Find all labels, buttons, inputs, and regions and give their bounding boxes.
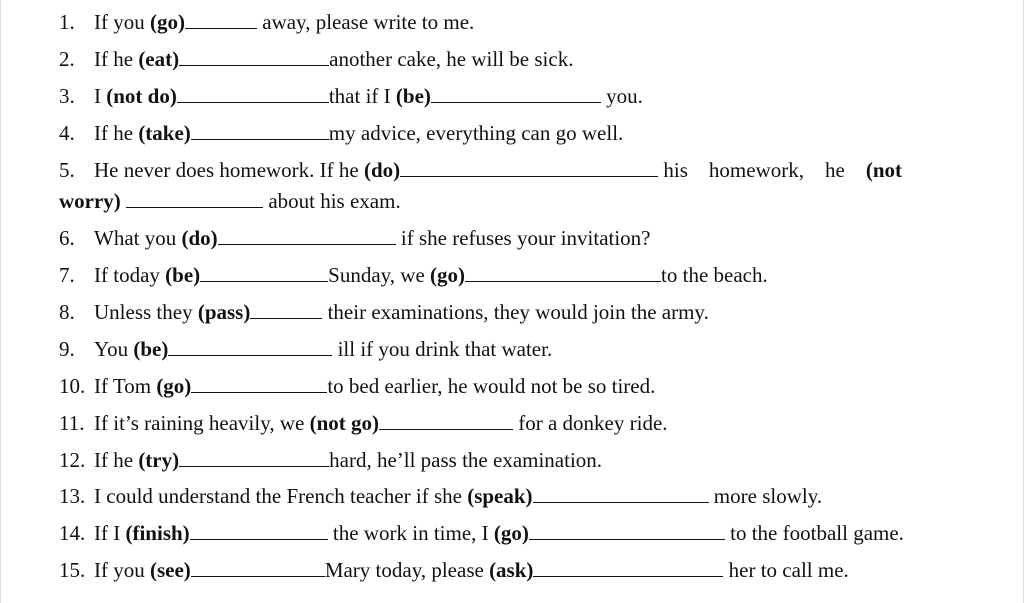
item-text: the work in time, I xyxy=(327,521,494,545)
item-number: 6. xyxy=(59,226,75,250)
item-number: 11. xyxy=(59,411,85,435)
exercise-item-2 xyxy=(59,47,573,71)
answer-blank[interactable] xyxy=(190,521,328,540)
verb-cue: (do) xyxy=(181,226,218,250)
item-text: If he xyxy=(94,47,139,71)
item-number: 7. xyxy=(59,263,75,287)
exercise-item-5 xyxy=(59,158,902,182)
answer-blank[interactable] xyxy=(218,226,396,245)
item-number: 5. xyxy=(59,158,75,182)
exercise-item-13 xyxy=(59,484,822,508)
item-number: 2. xyxy=(59,47,75,71)
item-text: away, please write to me. xyxy=(257,10,475,34)
verb-cue: (do) xyxy=(364,158,401,182)
answer-blank[interactable] xyxy=(168,337,332,356)
item-text: If it’s raining heavily, we xyxy=(94,411,310,435)
exercise-item-6 xyxy=(59,226,651,250)
item-text: their examinations, they would join the army. xyxy=(322,300,709,324)
item-text: to bed earlier, he would not be so tired. xyxy=(327,374,656,398)
verb-cue: (try) xyxy=(138,448,180,472)
verb-cue: (not xyxy=(865,158,902,182)
item-text: about his exam. xyxy=(263,189,401,213)
verb-cue: (ask) xyxy=(489,558,534,582)
item-text: Unless they xyxy=(94,300,198,324)
answer-blank[interactable] xyxy=(465,263,661,282)
item-text: If today xyxy=(94,263,166,287)
verb-cue: (finish) xyxy=(125,521,190,545)
exercise-item-9 xyxy=(59,337,552,361)
verb-cue: (be) xyxy=(165,263,201,287)
exercise-item-8 xyxy=(59,300,709,324)
answer-blank[interactable] xyxy=(200,263,328,282)
answer-blank[interactable] xyxy=(533,484,709,503)
item-number: 10. xyxy=(59,374,86,398)
exercise-item-1 xyxy=(59,10,474,34)
answer-blank[interactable] xyxy=(185,10,257,29)
answer-blank[interactable] xyxy=(179,448,329,467)
item-text: He never does homework. If he xyxy=(94,158,364,182)
item-text: his homework, he xyxy=(658,158,866,182)
exercise-item-4 xyxy=(59,121,623,145)
item-text: You xyxy=(94,337,134,361)
item-text: If I xyxy=(94,521,126,545)
item-text: If he xyxy=(94,448,139,472)
verb-cue: (go) xyxy=(493,521,529,545)
verb-cue: (see) xyxy=(150,558,191,582)
answer-blank[interactable] xyxy=(379,411,513,430)
item-number: 8. xyxy=(59,300,75,324)
item-text: if she refuses your invitation? xyxy=(395,226,651,250)
item-text: What you xyxy=(94,226,182,250)
answer-blank[interactable] xyxy=(529,521,725,540)
exercise-item-15 xyxy=(59,558,849,582)
verb-cue: worry) xyxy=(59,189,121,213)
exercise-item-10 xyxy=(59,374,655,398)
exercise-item-7 xyxy=(59,263,768,287)
verb-cue: (go) xyxy=(150,10,185,34)
item-text: more slowly. xyxy=(708,484,823,508)
verb-cue: (eat) xyxy=(138,47,180,71)
verb-cue: (pass) xyxy=(197,300,251,324)
item-number: 9. xyxy=(59,337,75,361)
answer-blank[interactable] xyxy=(250,300,322,319)
answer-blank[interactable] xyxy=(533,558,723,577)
item-number: 4. xyxy=(59,121,75,145)
item-text: If you xyxy=(94,558,150,582)
verb-cue: (not do) xyxy=(106,84,177,108)
answer-blank[interactable] xyxy=(177,84,329,103)
item-text: my advice, everything can go well. xyxy=(328,121,624,145)
item-text: ill if you drink that water. xyxy=(332,337,553,361)
answer-blank[interactable] xyxy=(191,121,329,140)
item-text: to the football game. xyxy=(724,521,904,545)
item-text: you. xyxy=(600,84,643,108)
verb-cue: (go) xyxy=(430,263,466,287)
verb-cue: (be) xyxy=(395,84,431,108)
answer-blank[interactable] xyxy=(191,558,325,577)
item-number: 14. xyxy=(59,521,86,545)
item-text: for a donkey ride. xyxy=(513,411,668,435)
verb-cue: (not go) xyxy=(309,411,379,435)
verb-cue: (be) xyxy=(133,337,169,361)
verb-cue: (take) xyxy=(138,121,191,145)
answer-blank[interactable] xyxy=(126,189,263,208)
item-text: Sunday, we xyxy=(328,263,431,287)
answer-blank[interactable] xyxy=(179,47,329,66)
verb-cue: (speak) xyxy=(467,484,533,508)
item-text: that if I xyxy=(328,84,396,108)
item-text: If you xyxy=(94,10,150,34)
item-text: hard, he’ll pass the examination. xyxy=(329,448,603,472)
item-text: I could understand the French teacher if she xyxy=(94,484,468,508)
item-number: 3. xyxy=(59,84,75,108)
item-text: I xyxy=(94,84,107,108)
exercise-item-3 xyxy=(59,84,643,108)
item-text: If he xyxy=(94,121,139,145)
answer-blank[interactable] xyxy=(191,374,327,393)
answer-blank[interactable] xyxy=(431,84,601,103)
exercise-item-5-continued xyxy=(59,189,401,213)
item-text: another cake, he will be sick. xyxy=(329,47,574,71)
item-text: her to call me. xyxy=(723,558,849,582)
answer-blank[interactable] xyxy=(400,158,658,177)
item-text: to the beach. xyxy=(661,263,768,287)
exercise-item-12 xyxy=(59,448,602,472)
item-number: 15. xyxy=(59,558,86,582)
item-text: If Tom xyxy=(94,374,157,398)
exercise-item-14 xyxy=(59,521,904,545)
verb-cue: (go) xyxy=(156,374,192,398)
exercise-item-11 xyxy=(59,411,668,435)
item-number: 12. xyxy=(59,448,86,472)
item-number: 1. xyxy=(59,10,75,34)
item-number: 13. xyxy=(59,484,86,508)
item-text: Mary today, please xyxy=(324,558,490,582)
